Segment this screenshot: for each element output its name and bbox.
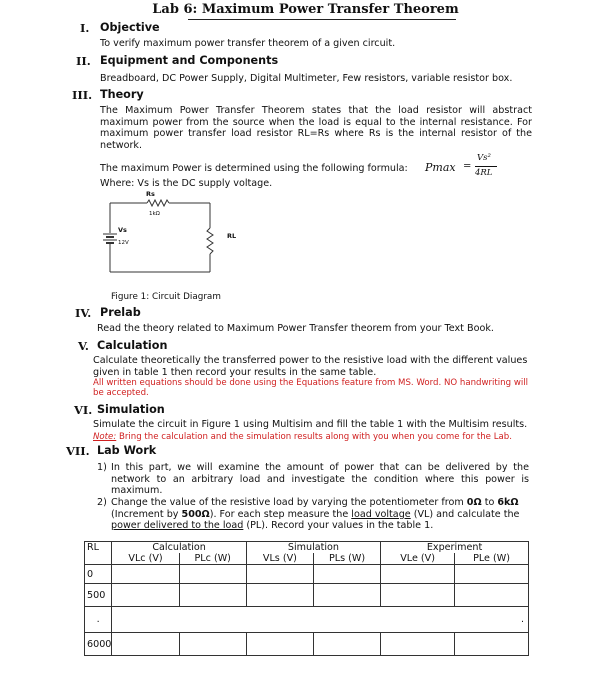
table-cell: [112, 584, 246, 607]
section-heading-equipment: Equipment and Components: [100, 54, 279, 67]
rl-label: RL: [227, 232, 237, 240]
group-experiment: Experiment VLe (V) PLe (W): [381, 542, 529, 565]
labwork-item-number: 1): [97, 462, 107, 473]
ellipsis: .: [381, 607, 529, 633]
formula-denominator: 4RL: [475, 168, 493, 178]
prelab-text: Read the theory related to Maximum Power Transfer theorem from your Text Book.: [97, 323, 494, 334]
results-table: [84, 541, 529, 656]
table-cell: [112, 565, 246, 584]
vs-label: Vs: [118, 226, 127, 234]
table-cell: [246, 565, 380, 584]
rs-label: Rs: [146, 190, 155, 198]
theory-paragraph: The Maximum Power Transfer Theorem states that the load resistor will abstract maximum power from the source when the load is equal to the internal resistance. For maximum power transfer load resistor RL=Rs where Rs is the internal resistor of the network.: [100, 105, 532, 151]
formula-intro: The maximum Power is determined using the following formula:: [100, 163, 408, 174]
objective-text: To verify maximum power transfer theorem of a given circuit.: [100, 38, 396, 49]
circuit-diagram: [90, 188, 240, 288]
table-ellipsis-row: [85, 607, 529, 633]
vs-value: 12V: [118, 240, 129, 246]
resistor-rl-icon: [207, 228, 213, 254]
calculation-text: Calculate theoretically the transferred power to the resistive load with the different values given in table 1 then record your results in the same table.: [93, 355, 528, 378]
title-underline: [188, 19, 456, 20]
page-title: Lab 6: Maximum Power Transfer Theorem: [152, 2, 459, 17]
group-calculation: Calculation VLc (V) PLc (W): [112, 542, 246, 565]
rl-value: 6000: [85, 633, 112, 656]
group-simulation: Simulation VLs (V) PLs (W): [246, 542, 380, 565]
formula-lhs: Pmax: [425, 161, 456, 174]
section-number: III.: [72, 88, 93, 102]
simulation-note: [93, 432, 543, 442]
section-number: V.: [78, 339, 89, 353]
labwork-item-2: Change the value of the resistive load by varying the potentiometer from 0Ω to 6kΩ (Increment by 500Ω). For each step measure the load voltage (VL) and calculate the power delivered to the load (PL). Record your values in the table 1.: [111, 497, 520, 532]
table-row: [85, 584, 529, 607]
labwork-item-1: In this part, we will examine the amount of power that can be delivered by the network to an arbitrary load and investigate the condition where this power is maximum.: [111, 462, 529, 497]
simulation-text: Simulate the circuit in Figure 1 using Multisim and fill the table 1 with the Multisim results.: [93, 419, 528, 430]
note-text: Bring the calculation and the simulation results along with you when you come for the Lab.: [116, 432, 512, 442]
table-row: [85, 565, 529, 584]
section-heading-prelab: Prelab: [100, 306, 141, 319]
ellipsis: .: [85, 607, 112, 633]
table-cell: [112, 633, 246, 656]
formula-numerator: Vs²: [477, 153, 491, 163]
table-cell: [246, 633, 380, 656]
section-number: I.: [80, 21, 90, 35]
section-heading-labwork: Lab Work: [97, 444, 157, 457]
labwork-item-number: 2): [97, 497, 107, 508]
rl-value: 0: [85, 565, 112, 584]
section-number: II.: [76, 54, 91, 68]
table-header-row: [85, 542, 529, 565]
rl-header: RL: [85, 542, 112, 565]
where-text: Where: Vs is the DC supply voltage.: [100, 178, 273, 189]
rs-value: 1kΩ: [149, 211, 160, 217]
battery-icon: [103, 234, 117, 243]
table-row: [85, 633, 529, 656]
calculation-note: All written equations should be done using the Equations feature from MS. Word. NO handwriting will be accepted.: [93, 378, 529, 399]
section-heading-objective: Objective: [100, 21, 160, 34]
resistor-rs-icon: [147, 200, 169, 206]
table-cell: [381, 584, 529, 607]
equipment-text: Breadboard, DC Power Supply, Digital Multimeter, Few resistors, variable resistor box.: [100, 73, 513, 84]
section-heading-calculation: Calculation: [97, 339, 168, 352]
table-cell: [246, 584, 380, 607]
section-heading-theory: Theory: [100, 88, 144, 101]
max-power-formula: Pmax = Vs² 4RL: [425, 153, 517, 181]
rl-value: 500: [85, 584, 112, 607]
section-number: IV.: [75, 306, 92, 320]
figure-caption: Figure 1: Circuit Diagram: [111, 292, 221, 302]
section-number: VI.: [74, 403, 93, 417]
table-cell: [381, 633, 529, 656]
section-heading-simulation: Simulation: [97, 403, 165, 416]
note-label: Note:: [93, 432, 117, 442]
table-cell: [381, 565, 529, 584]
section-number: VII.: [66, 444, 90, 458]
fraction-bar: [475, 166, 497, 167]
